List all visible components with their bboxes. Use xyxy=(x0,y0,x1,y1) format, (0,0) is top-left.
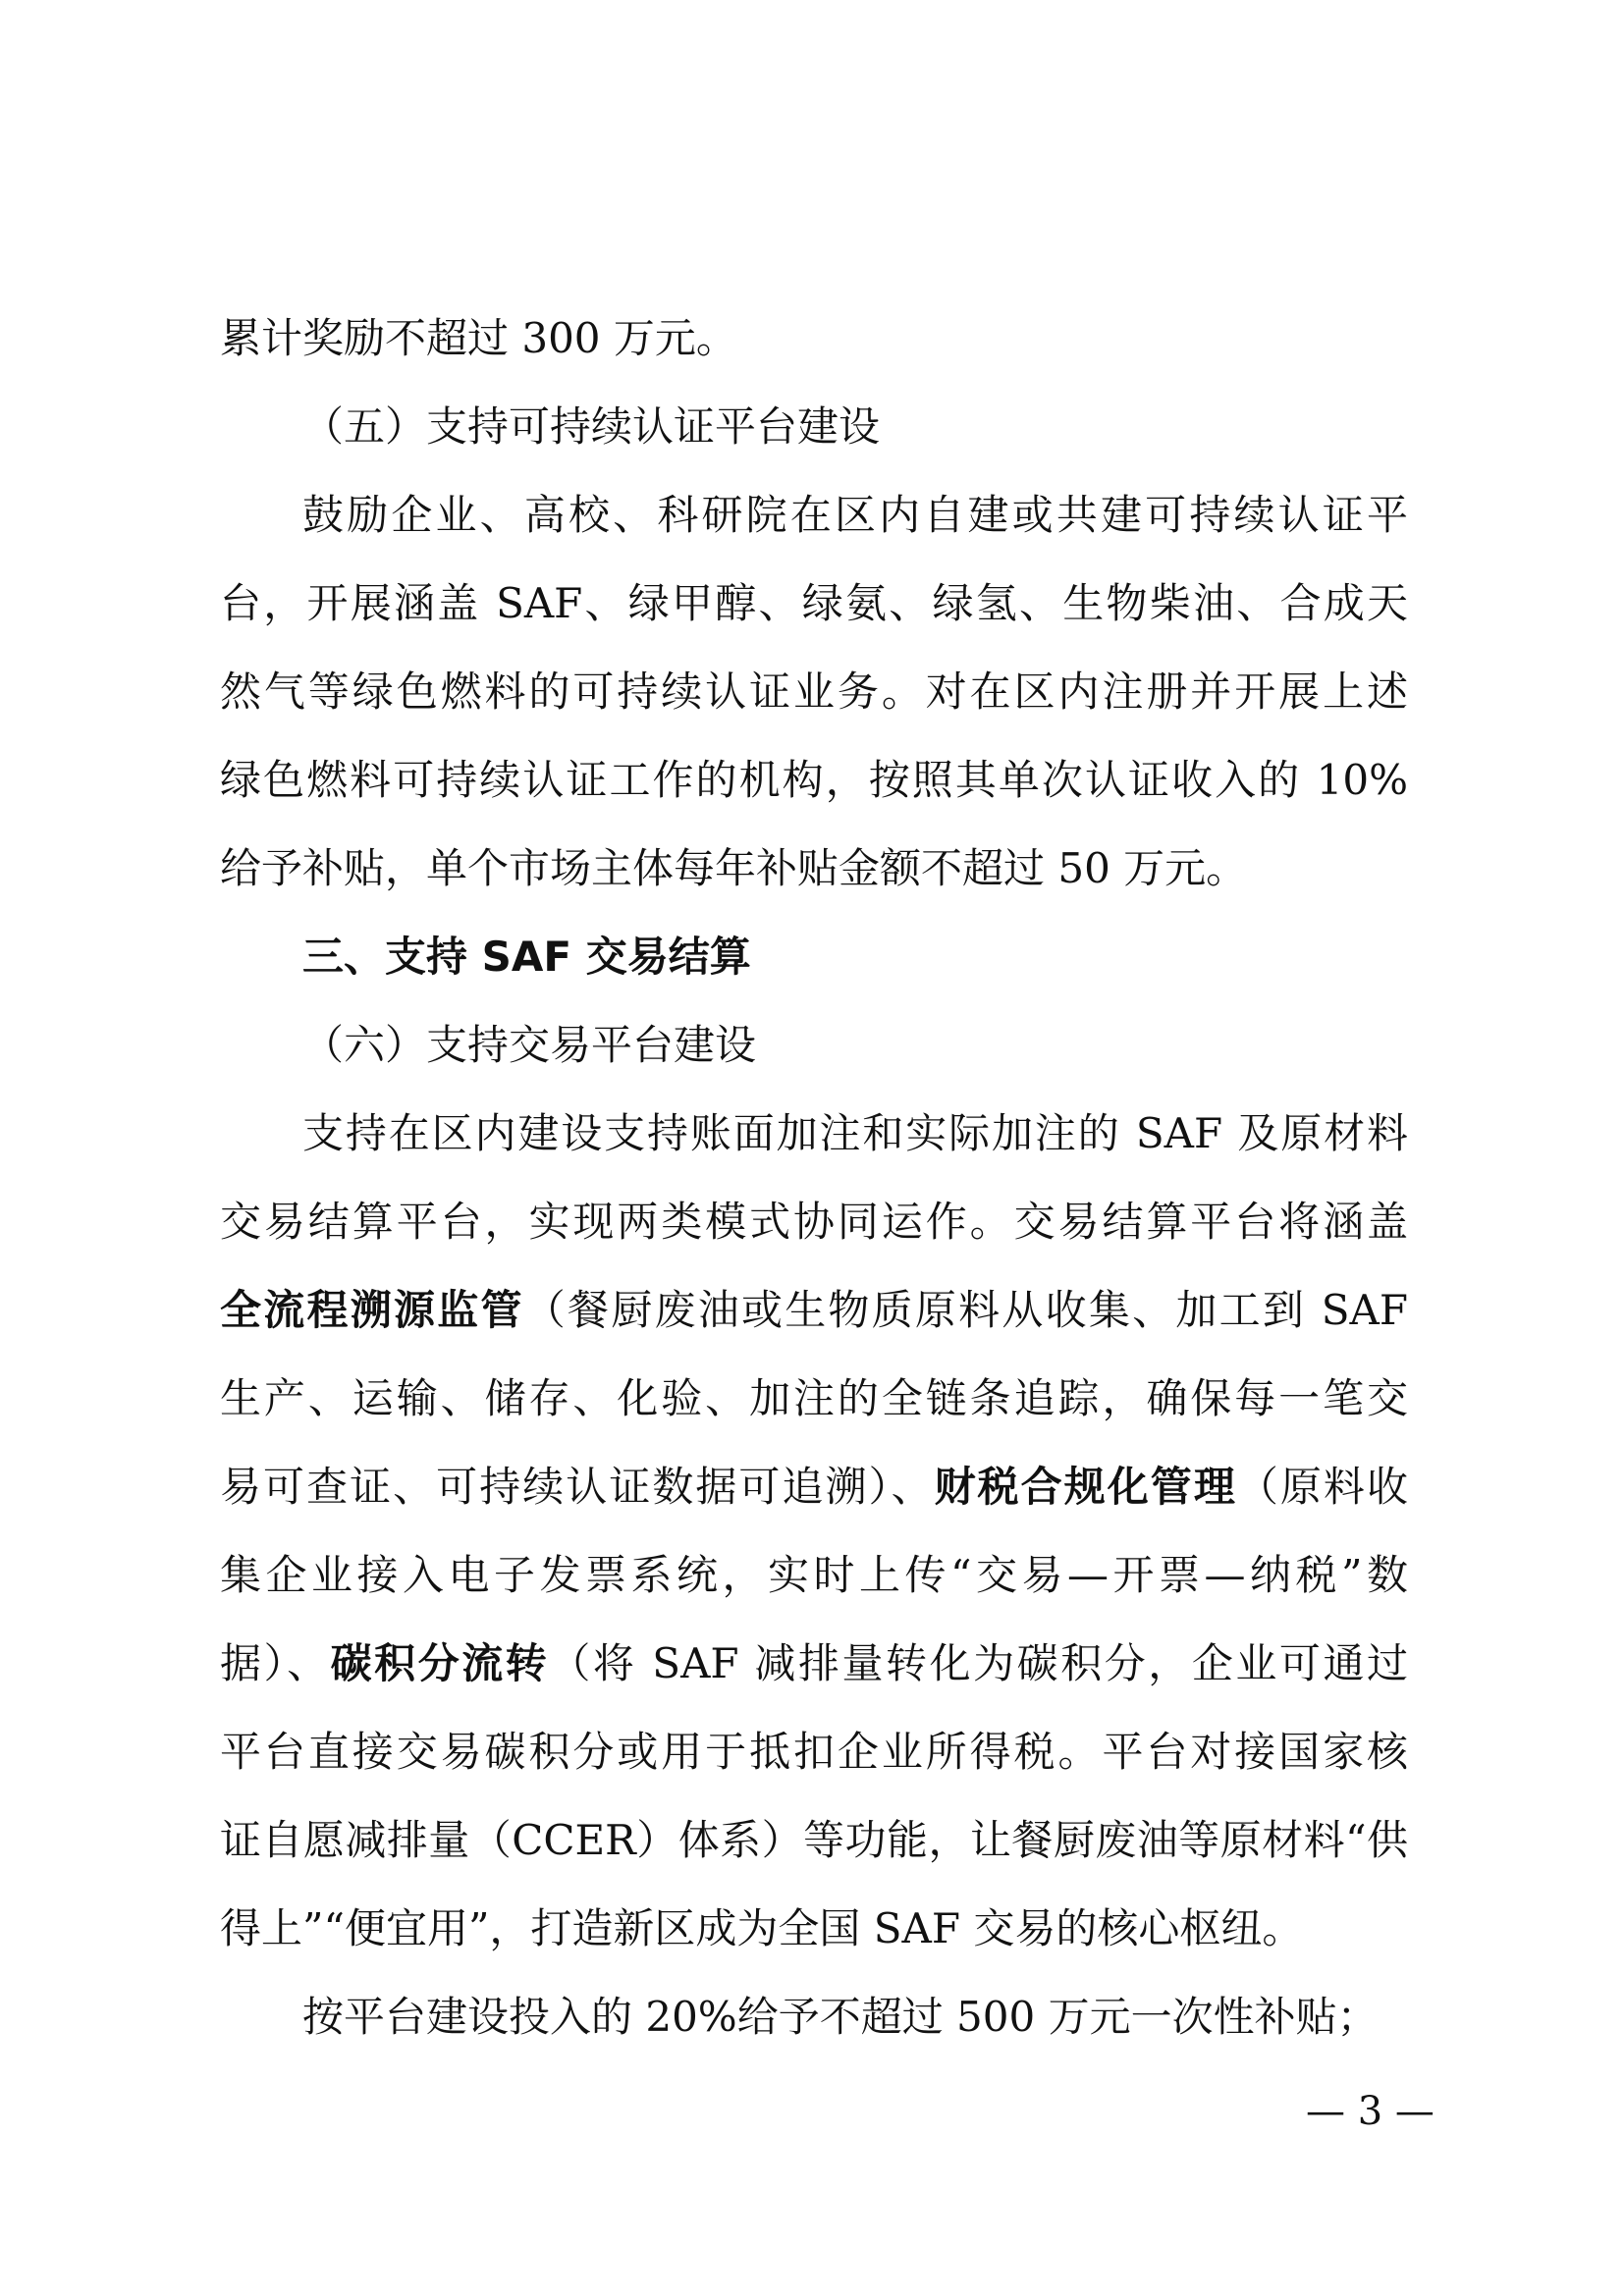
page-number: — 3 — xyxy=(1306,2089,1435,2134)
paragraph-line: 集企业接入电子发票系统，实时上传“交易—开票—纳税”数 xyxy=(220,1551,1408,1599)
paragraph-line: 绿色燃料可持续认证工作的机构，按照其单次认证收入的 10% xyxy=(220,756,1408,804)
paragraph-line: 支持在区内建设支持账面加注和实际加注的 SAF 及原材料 xyxy=(302,1109,1408,1157)
paragraph-line xyxy=(220,1266,1408,1355)
emphasis-traceability: 全流程溯源监管 xyxy=(220,1286,524,1334)
text-span: （原料收 xyxy=(1236,1463,1408,1511)
paragraph-line: 平台直接交易碳积分或用于抵扣企业所得税。平台对接国家核 xyxy=(220,1728,1408,1776)
paragraph-line: 交易结算平台，实现两类模式协同运作。交易结算平台将涵盖 xyxy=(220,1198,1408,1246)
paragraph-line xyxy=(220,1443,1408,1531)
paragraph-line: 台，开展涵盖 SAF、绿甲醇、绿氨、绿氢、生物柴油、合成天 xyxy=(220,579,1408,627)
paragraph-line: 生产、运输、储存、化验、加注的全链条追踪，确保每一笔交 xyxy=(220,1374,1408,1422)
subsection-heading-5: （五）支持可持续认证平台建设 xyxy=(302,402,881,451)
paragraph-line: 给予补贴，单个市场主体每年补贴金额不超过 50 万元。 xyxy=(220,844,1248,892)
text-span: （将 SAF 减排量转化为碳积分，企业可通过 xyxy=(549,1639,1408,1687)
paragraph-line: 得上”“便宜用”，打造新区成为全国 SAF 交易的核心枢纽。 xyxy=(220,1904,1304,1952)
text-line: 累计奖励不超过 300 万元。 xyxy=(220,314,737,362)
text-span: 据）、 xyxy=(220,1639,331,1687)
text-span: 易可查证、可持续认证数据可追溯）、 xyxy=(220,1463,935,1511)
paragraph-line: 按平台建设投入的 20%给予不超过 500 万元一次性补贴； xyxy=(302,1993,1379,2041)
paragraph-line: 鼓励企业、高校、科研院在区内自建或共建可持续认证平 xyxy=(302,491,1408,539)
section-heading-3: 三、支持 SAF 交易结算 xyxy=(302,933,751,981)
document-body xyxy=(220,294,1408,2061)
paragraph-line: 证自愿减排量（CCER）体系）等功能，让餐厨废油等原材料“供 xyxy=(220,1816,1408,1864)
paragraph-line xyxy=(220,1620,1408,1708)
emphasis-carbon-credit: 碳积分流转 xyxy=(330,1639,550,1687)
paragraph-line: 然气等绿色燃料的可持续认证业务。对在区内注册并开展上述 xyxy=(220,667,1408,716)
subsection-heading-6: （六）支持交易平台建设 xyxy=(302,1021,757,1069)
text-span: （餐厨废油或生物质原料从收集、加工到 SAF xyxy=(523,1286,1408,1334)
emphasis-tax-compliance: 财税合规化管理 xyxy=(934,1463,1237,1511)
